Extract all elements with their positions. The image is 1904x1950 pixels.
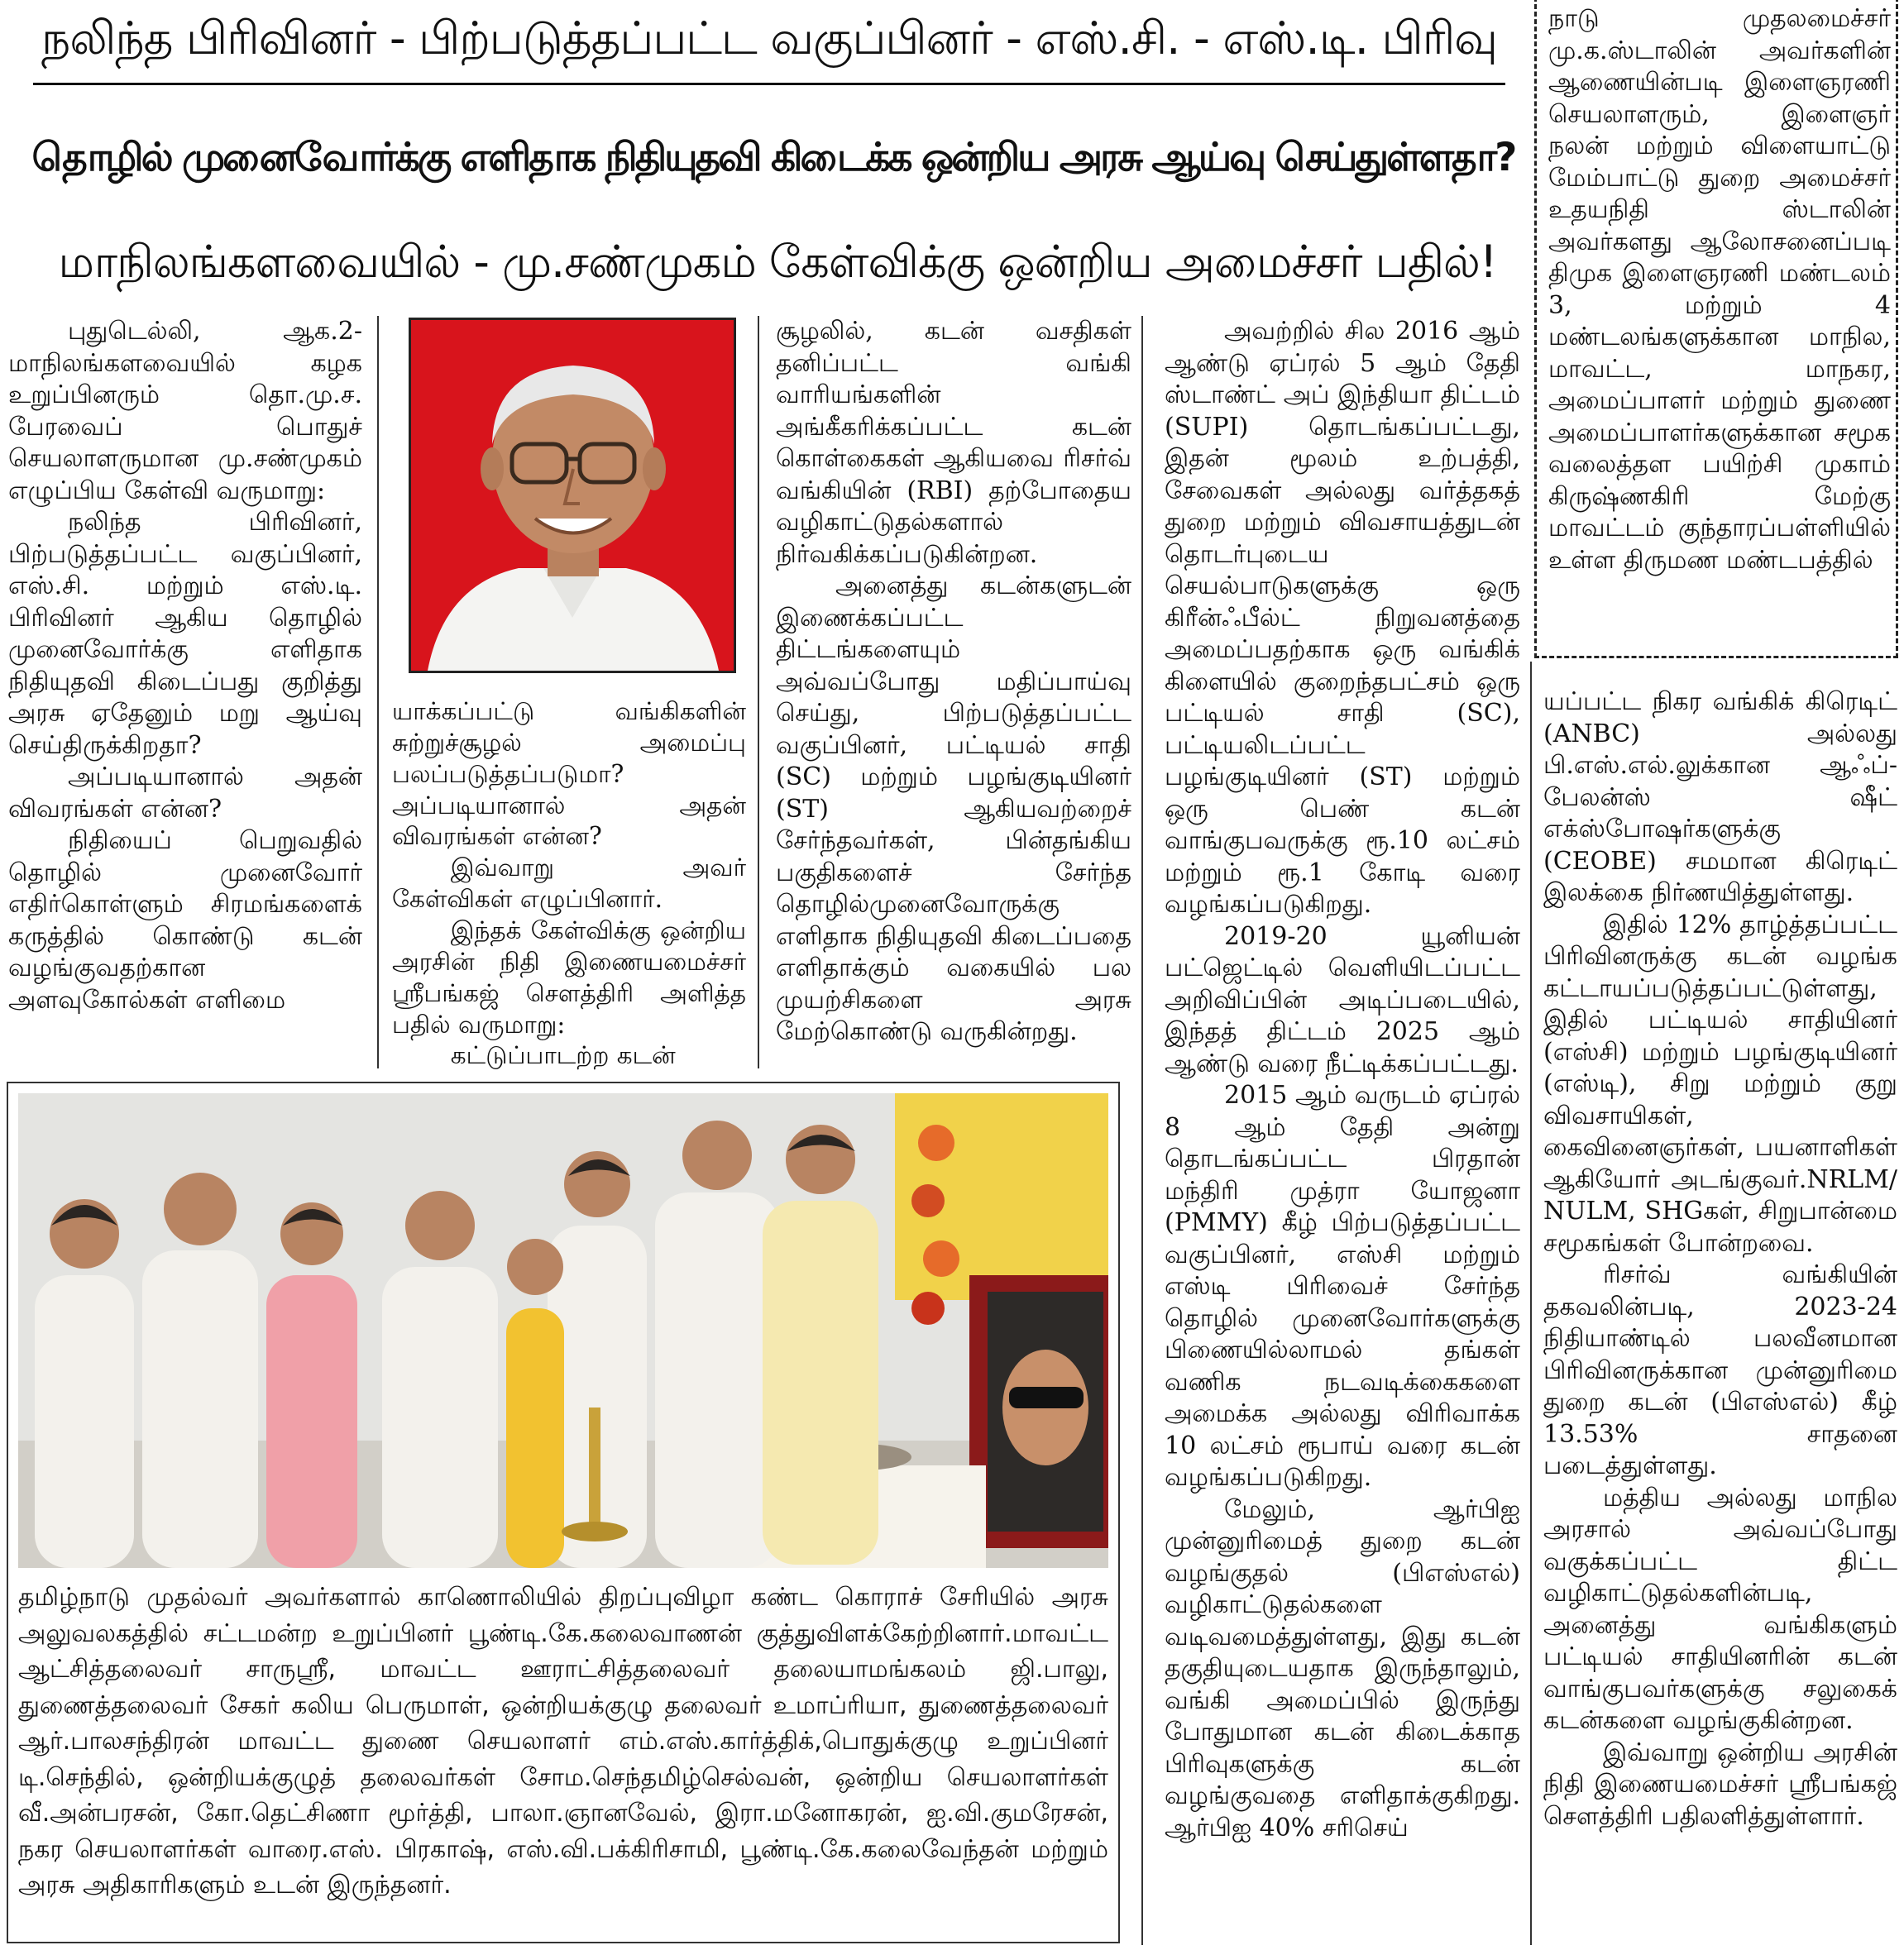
- column-4: [1165, 316, 1520, 1943]
- event-photo: [18, 1093, 1108, 1568]
- column-3: [776, 316, 1131, 1077]
- col4-para-2: 2019-20 யூனியன் பட்ஜெட்டில் வெளியிடப்பட்ட அறிவிப்பின் அடிப்படையில், இந்தத் திட்டம் 2025 ஆம் ஆண்டு வரை நீட்டிக்கப்பட்டது.: [1165, 921, 1520, 1078]
- col4-para-1: அவற்றில் சில 2016 ஆம் ஆண்டு ஏப்ரல் 5 ஆம் தேதி ஸ்டாண்ட் அப் இந்தியா திட்டம் (SUPI) தொடங்கப்பட்டது, இதன் மூலம் உற்பத்தி, சேவைகள் அல்லது வர்த்தகத் துறை மற்றும் விவசாயத்துடன் தொடர்புடைய செயல்பாடுகளுக்கு ஒரு கிரீன்ஃபீல்ட் நிறுவனத்தை அமைப்பதற்காக ஒரு வங்கிக் கிளையில் குறைந்தபட்சம் ஒரு பட்டியல் சாதி (SC), பட்டியலிடப்பட்ட பழங்குடியினர் (ST) மற்றும் ஒரு பெண் கடன் வாங்குபவருக்கு ரூ.10 லட்சம் மற்றும் ரூ.1 கோடி வரை வழங்கப்படுகிறது.: [1165, 317, 1520, 919]
- col1-para-2: நலிந்த பிரிவினர், பிற்படுத்தப்பட்ட வகுப்பினர், எஸ்.சி. மற்றும் எஸ்.டி. பிரிவினர் ஆகிய தொழில் முனைவோர்க்கு எளிதாக நிதியுதவி கிடைப்பது குறித்து அரசு ஏதேனும் மறு ஆய்வு செய்திருக்கிறதா?: [8, 508, 362, 760]
- article-kicker: நலிந்த பிரிவினர் - பிற்படுத்தப்பட்ட வகுப்பினர் - எஸ்.சி. - எஸ்.டி. பிரிவு: [41, 12, 1497, 65]
- col2-para-4: கட்டுப்பாடற்ற கடன்: [450, 1041, 676, 1070]
- col3-para-2: அனைத்து கடன்களுடன் இணைக்கப்பட்ட திட்டங்களையும் அவ்வப்போது மதிப்பாய்வு செய்து, பிற்படுத்தப்பட்ட வகுப்பினர், பட்டியல் சாதி (SC) மற்றும் பழங்குடியினர் (ST) ஆகியவற்றைச் சேர்ந்தவர்கள், பின்தங்கிய பகுதிகளைச் சேர்ந்த தொழில்முனைவோருக்கு எளிதாக நிதியுதவி கிடைப்பதை எளிதாக்கும் வகையில் பல முயற்சிகளை அரசு மேற்கொண்டு வருகின்றது.: [776, 571, 1131, 1046]
- col1-para-1: புதுடெல்லி, ஆக.2- மாநிலங்களவையில் கழக உறுப்பினரும் தொ.மு.ச. பேரவைப் பொதுச் செயலாளருமான மு.சண்முகம் எழுப்பிய கேள்வி வருமாறு:: [8, 317, 362, 505]
- column-divider-2: [758, 316, 759, 1068]
- column-2: [392, 696, 746, 1077]
- col5-para-4: மத்திய அல்லது மாநில அரசால் அவ்வப்போது வகுக்கப்பட்ட திட்ட வழிகாட்டுதல்களின்படி, அனைத்து வங்கிகளும் பட்டியல் சாதியினரின் கடன் வாங்குபவர்களுக்கு சலுகைக் கடன்களை வழங்குகின்றன.: [1543, 1483, 1897, 1735]
- column-1: [8, 316, 362, 1077]
- col2-para-2: இவ்வாறு அவர் கேள்விகள் எழுப்பினார்.: [392, 853, 746, 914]
- event-photo-illustration: [18, 1093, 1108, 1568]
- col1-para-3: அப்படியானால் அதன் விவரங்கள் என்ன?: [8, 762, 362, 824]
- portrait-photo: [409, 318, 736, 673]
- article-subhead: மாநிலங்களவையில் - மு.சண்முகம் கேள்விக்கு ஒன்றிய அமைச்சர் பதில்!: [58, 235, 1497, 288]
- col3-para-1: சூழலில், கடன் வசதிகள் தனிப்பட்ட வங்கி வாரியங்களின் அங்கீகரிக்கப்பட்ட கடன் கொள்கைகள் ஆகியவை ரிசர்வ் வங்கியின் (RBI) தற்போதைய வழிகாட்டுதல்களால் நிர்வகிக்கப்படுகின்றன.: [776, 317, 1131, 569]
- article-headline: தொழில் முனைவோர்க்கு எளிதாக நிதியுதவி கிடைக்க ஒன்றிய அரசு ஆய்வு செய்துள்ளதா?: [31, 134, 1515, 180]
- column-divider-3: [1141, 316, 1143, 1945]
- sidebar-story-text: நாடு முதலமைச்சர் மு.க.ஸ்டாலின் அவர்களின் ஆணையின்படி இளைஞரணி செயலாளரும், இளைஞர் நலன் மற்றும் விளையாட்டு மேம்பாட்டு துறை அமைச்சர் உதயநிதி ஸ்டாலின் அவர்களது ஆலோசனைப்படி திமுக இளைஞரணி மண்டலம் 3, மற்றும் 4 மண்டலங்களுக்கான மாநில, மாவட்ட, மாநகர, அமைப்பாளர் மற்றும் துணை அமைப்பாளர்களுக்கான சமூக வலைத்தள பயிற்சி முகாம் கிருஷ்ணகிரி மேற்கு மாவட்டம் குந்தாரப்பள்ளியில் உள்ள திருமண மண்டபத்தில்: [1548, 4, 1891, 575]
- col2-para-3: இந்தக் கேள்விக்கு ஒன்றிய அரசின் நிதி இணையமைச்சர் ஸ்ரீபங்கஜ் சௌத்திரி அளித்த பதில் வருமாறு:: [392, 916, 746, 1039]
- kicker-rule: [33, 83, 1505, 85]
- col4-para-3: 2015 ஆம் வருடம் ஏப்ரல் 8 ஆம் தேதி அன்று தொடங்கப்பட்ட பிரதான் மந்திரி முத்ரா யோஜனா (PMMY) கீழ் பிற்படுத்தப்பட்ட வகுப்பினர், எஸ்சி மற்றும் எஸ்டி பிரிவைச் சேர்ந்த தொழில் முனைவோர்களுக்கு பிணையில்லாமல் தங்கள் வணிக நடவடிக்கைகளை அமைக்க அல்லது விரிவாக்க 10 லட்சம் ரூபாய் வரை கடன் வழங்கப்படுகிறது.: [1165, 1081, 1520, 1492]
- column-5: [1543, 686, 1897, 1943]
- photo-caption: தமிழ்நாடு முதல்வர் அவர்களால் காணொலியில் திறப்புவிழா கண்ட கொராச் சேரியில் அரசு அலுவலகத்தில் சட்டமன்ற உறுப்பினர் பூண்டி.கே.கலைவாணன் குத்துவிளக்கேற்றினார்.மாவட்ட ஆட்சித்தலைவர் சாருஸ்ரீ, மாவட்ட ஊராட்சித்தலைவர் தலையாமங்கலம் ஜி.பாலு, துணைத்தலைவர் சேகர் கலிய பெருமாள், ஒன்றியக்குழு தலைவர் உமாப்ரியா, துணைத்தலைவர் ஆர்.பாலசந்திரன் மாவட்ட துணை செயலாளர் எம்.எஸ்.கார்த்திக்,பொதுக்குழு உறுப்பினர் டி.செந்தில், ஒன்றியக்குழுத் தலைவர்கள் சோம.செந்தமிழ்செல்வன், ஒன்றிய செயலாளர்கள் வீ.அன்பரசன், கோ.தெட்சிணா மூர்த்தி, பாலா.ஞானவேல், இரா.மனோகரன், ஐ.வி.குமரேசன், நகர செயலாளர்கள் வாரை.எஸ். பிரகாஷ், எஸ்.வி.பக்கிரிசாமி, பூண்டி.கே.கலைவேந்தன் மற்றும் அரசு அதிகாரிகளும் உடன் இருந்தனர்.: [18, 1583, 1108, 1900]
- portrait-illustration: [411, 320, 734, 671]
- column-divider-4: [1530, 662, 1532, 1945]
- col5-para-2: இதில் 12% தாழ்த்தப்பட்ட பிரிவினருக்கு கடன் வழங்க கட்டாயப்படுத்தப்பட்டுள்ளது, இதில் பட்டியல் சாதியினர் (எஸ்சி) மற்றும் பழங்குடியினர் (எஸ்டி), சிறு மற்றும் குறு விவசாயிகள், கைவினைஞர்கள், பயனாளிகள் ஆகியோர் அடங்குவர்.NRLM/ NULM, SHGகள், சிறுபான்மை சமூகங்கள் போன்றவை.: [1543, 910, 1897, 1258]
- column-divider-1: [377, 316, 379, 1068]
- col5-para-5: இவ்வாறு ஒன்றிய அரசின் நிதி இணையமைச்சர் ஸ்ரீபங்கஜ் சௌத்திரி பதிலளித்துள்ளார்.: [1543, 1737, 1897, 1831]
- col5-para-3: ரிசர்வ் வங்கியின் தகவலின்படி, 2023-24 நிதியாண்டில் பலவீனமான பிரிவினருக்கான முன்னுரிமை துறை கடன் (பிஎஸ்எல்) கீழ் 13.53% சாதனை படைத்துள்ளது.: [1543, 1260, 1897, 1480]
- col1-para-4: நிதியைப் பெறுவதில் தொழில் முனைவோர் எதிர்கொள்ளும் சிரமங்களைக் கருத்தில் கொண்டு கடன் வழங்குவதற்கான அளவுகோல்கள் எளிமை: [8, 826, 362, 1015]
- col5-para-1: யப்பட்ட நிகர வங்கிக் கிரெடிட் (ANBC) அல்லது பி.எஸ்.எல்.லுக்கான ஆஃப்-பேலன்ஸ் ஷீட் எக்ஸ்போஷர்களுக்கு (CEOBE) சமமான கிரெடிட் இலக்கை நிர்ணயித்துள்ளது.: [1543, 687, 1897, 907]
- event-photo-box: [7, 1082, 1120, 1943]
- col4-para-4: மேலும், ஆர்பிஐ முன்னுரிமைத் துறை கடன் வழங்குதல் (பிஎஸ்எல்) வழிகாட்டுதல்களை வடிவமைத்துள்ளது, இது கடன் தகுதியுடையதாக இருந்தாலும், வங்கி அமைப்பில் இருந்து போதுமான கடன் கிடைக்காத பிரிவுகளுக்கு கடன் வழங்குவதை எளிதாக்குகிறது. ஆர்பிஐ 40% சரிசெய்: [1165, 1494, 1520, 1842]
- col2-para-1: யாக்கப்பட்டு வங்கிகளின் சுற்றுச்சூழல் அமைப்பு பலப்படுத்தப்படுமா? அப்படியானால் அதன் விவரங்கள் என்ன?: [392, 697, 746, 851]
- sidebar-story-box: [1534, 0, 1898, 658]
